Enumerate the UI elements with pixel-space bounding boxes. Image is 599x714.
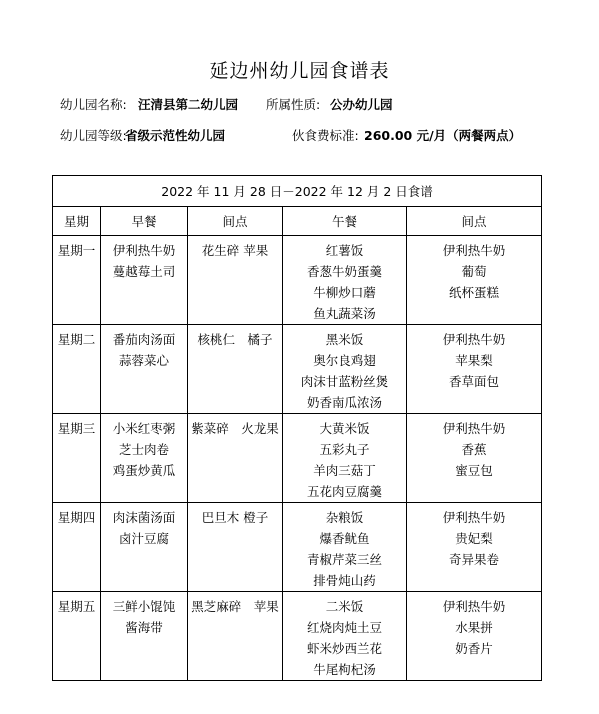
morning-snack-cell bbox=[188, 503, 283, 592]
dish: 排骨炖山药 bbox=[313, 573, 376, 588]
kindergarten-name-label: 幼儿园名称: bbox=[60, 97, 127, 112]
kindergarten-name-text: 汪清县第二幼儿园 bbox=[138, 97, 239, 112]
dish: 肉沫甘蓝粉丝煲 bbox=[300, 374, 389, 389]
dish: 水果拼 bbox=[455, 620, 493, 635]
dish: 香草面包 bbox=[449, 374, 500, 389]
dish: 红薯饭 bbox=[325, 243, 364, 258]
dish: 番茄肉汤面 bbox=[112, 332, 176, 347]
table-row bbox=[53, 592, 542, 681]
date-range-row bbox=[53, 176, 542, 207]
dish: 羊肉三菇丁 bbox=[313, 463, 376, 478]
morning-snack-cell bbox=[188, 236, 283, 325]
dish: 伊利热牛奶 bbox=[442, 510, 506, 525]
lunch-cell bbox=[283, 236, 407, 325]
breakfast-cell bbox=[101, 325, 188, 414]
dish: 伊利热牛奶 bbox=[442, 243, 506, 258]
dish: 伊利热牛奶 bbox=[442, 599, 506, 614]
afternoon-snack-cell bbox=[407, 236, 542, 325]
meal-fee-text: 260.00 元/月（两餐两点） bbox=[364, 128, 522, 143]
afternoon-snack-cell bbox=[407, 503, 542, 592]
ownership-type-label: 所属性质: bbox=[266, 97, 321, 112]
header-lunch: 午餐 bbox=[283, 207, 407, 236]
page-title: 延边州幼儿园食谱表 bbox=[209, 60, 390, 82]
dish: 奥尔良鸡翅 bbox=[313, 353, 376, 368]
breakfast-cell bbox=[101, 236, 188, 325]
weekday-label: 星期三 bbox=[57, 421, 96, 436]
weekday-label: 星期四 bbox=[57, 510, 96, 525]
morning-snack-cell bbox=[188, 414, 283, 503]
dish: 大黄米饭 bbox=[319, 421, 370, 436]
lunch-cell bbox=[283, 503, 407, 592]
header-row bbox=[53, 207, 542, 236]
lunch-cell bbox=[283, 592, 407, 681]
table-row bbox=[53, 503, 542, 592]
dish: 爆香鱿鱼 bbox=[319, 531, 370, 546]
meal-fee-value bbox=[364, 126, 521, 144]
dish: 伊利热牛奶 bbox=[442, 332, 506, 347]
weekday-label: 星期五 bbox=[57, 599, 96, 614]
dish: 鸡蛋炒黄瓜 bbox=[112, 463, 176, 478]
dish: 伊利热牛奶 bbox=[112, 243, 176, 258]
dish: 花生碎 苹果 bbox=[201, 243, 269, 258]
kindergarten-level-value bbox=[125, 126, 225, 144]
dish: 鱼丸蔬菜汤 bbox=[313, 306, 376, 321]
dish: 五花肉豆腐羹 bbox=[306, 484, 382, 499]
dish: 奶香南瓜浓汤 bbox=[306, 395, 382, 410]
header-breakfast: 早餐 bbox=[101, 207, 188, 236]
dish: 葡萄 bbox=[461, 264, 487, 279]
lunch-cell bbox=[283, 325, 407, 414]
header-snack-afternoon: 间点 bbox=[407, 207, 542, 236]
dish: 香葱牛奶蛋羹 bbox=[306, 264, 382, 279]
kindergarten-level-text: 省级示范性幼儿园 bbox=[125, 128, 226, 143]
dish: 小米红枣粥 bbox=[112, 421, 176, 436]
table-row bbox=[53, 414, 542, 503]
dish: 黑芝麻碎 苹果 bbox=[191, 599, 279, 614]
weekday-cell bbox=[53, 414, 101, 503]
ownership-type-text: 公办幼儿园 bbox=[330, 97, 393, 112]
breakfast-cell bbox=[101, 592, 188, 681]
dish: 伊利热牛奶 bbox=[442, 421, 506, 436]
afternoon-snack-cell bbox=[407, 592, 542, 681]
dish: 卤汁豆腐 bbox=[118, 531, 169, 546]
morning-snack-cell bbox=[188, 592, 283, 681]
dish: 贵妃梨 bbox=[455, 531, 493, 546]
header-weekday: 星期 bbox=[53, 207, 101, 236]
dish: 蒜蓉菜心 bbox=[118, 353, 169, 368]
dish: 杂粮饭 bbox=[325, 510, 364, 525]
dish: 牛柳炒口蘑 bbox=[313, 285, 376, 300]
kindergarten-level-label: 幼儿园等级: bbox=[60, 128, 127, 143]
menu-table bbox=[52, 175, 542, 681]
weekday-cell bbox=[53, 592, 101, 681]
table-row bbox=[53, 325, 542, 414]
dish: 黑米饭 bbox=[325, 332, 364, 347]
dish: 奇异果卷 bbox=[449, 552, 500, 567]
dish: 苹果梨 bbox=[455, 353, 493, 368]
kindergarten-name-value bbox=[138, 95, 238, 113]
weekday-cell bbox=[53, 325, 101, 414]
lunch-cell bbox=[283, 414, 407, 503]
morning-snack-cell bbox=[188, 325, 283, 414]
afternoon-snack-cell bbox=[407, 414, 542, 503]
dish: 肉沫菌汤面 bbox=[112, 510, 176, 525]
dish: 二米饭 bbox=[325, 599, 364, 614]
dish: 虾米炒西兰花 bbox=[306, 641, 382, 656]
dish: 奶香片 bbox=[455, 641, 493, 656]
dish: 核桃仁 橘子 bbox=[197, 332, 273, 347]
ownership-type-value bbox=[330, 95, 393, 113]
dish: 蜜豆包 bbox=[455, 463, 493, 478]
meal-fee-label: 伙食费标准: bbox=[292, 128, 359, 143]
dish: 三鲜小馄饨 bbox=[112, 599, 176, 614]
date-range-cell: 2022 年 11 月 28 日－2022 年 12 月 2 日食谱 bbox=[53, 176, 542, 207]
breakfast-cell bbox=[101, 414, 188, 503]
table-row bbox=[53, 236, 542, 325]
dish: 紫菜碎 火龙果 bbox=[191, 421, 279, 436]
header-snack-morning: 间点 bbox=[188, 207, 283, 236]
weekday-cell bbox=[53, 236, 101, 325]
weekday-label: 星期二 bbox=[57, 332, 96, 347]
afternoon-snack-cell bbox=[407, 325, 542, 414]
weekday-label: 星期一 bbox=[57, 243, 96, 258]
dish: 纸杯蛋糕 bbox=[449, 285, 500, 300]
dish: 酱海带 bbox=[125, 620, 163, 635]
dish: 五彩丸子 bbox=[319, 442, 370, 457]
weekday-cell bbox=[53, 503, 101, 592]
dish: 青椒芹菜三丝 bbox=[306, 552, 382, 567]
dish: 巴旦木 橙子 bbox=[201, 510, 269, 525]
dish: 牛尾枸杞汤 bbox=[313, 662, 376, 677]
dish: 香蕉 bbox=[461, 442, 487, 457]
breakfast-cell bbox=[101, 503, 188, 592]
dish: 芝士肉卷 bbox=[118, 442, 169, 457]
dish: 红烧肉炖土豆 bbox=[306, 620, 382, 635]
dish: 蔓越莓土司 bbox=[112, 264, 176, 279]
